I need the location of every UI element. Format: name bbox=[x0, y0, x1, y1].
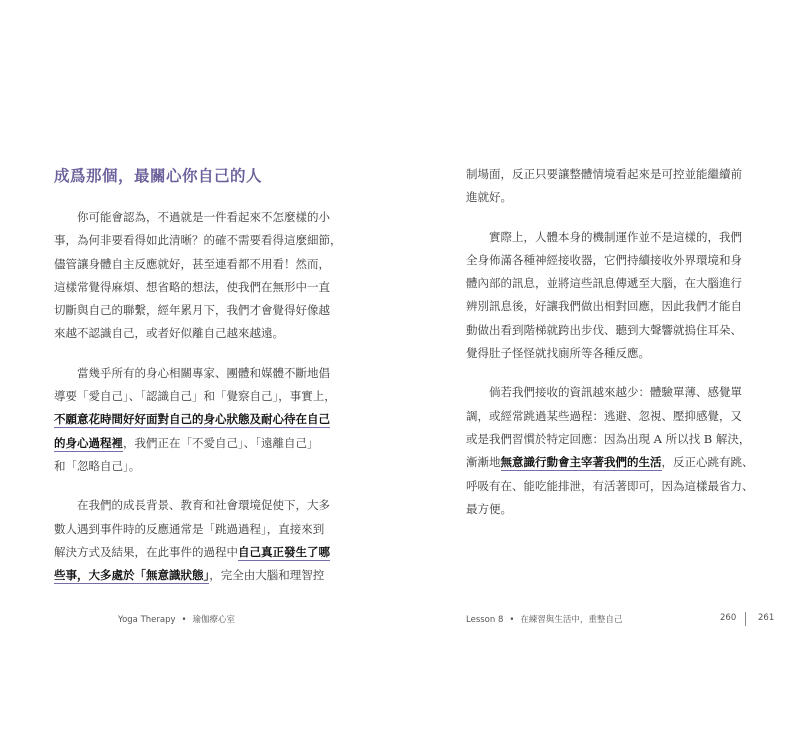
text-run: 漸漸地 bbox=[466, 455, 501, 470]
text-line bbox=[54, 564, 346, 587]
text-run: ，我們正在「不愛自己」、「遠離自己」 bbox=[123, 435, 319, 450]
text-line: 數人遇到事件時的反應通常是「跳過過程」，直接來到 bbox=[54, 521, 325, 536]
footer-book-subtitle: 瑜伽療心室 bbox=[192, 615, 236, 625]
text-line: 儘管讓身體自主反應就好，甚至連看都不用看！然而， bbox=[54, 256, 330, 271]
text-line: 切斷與自己的聯繫，經年累月下，我們才會覺得好像越 bbox=[54, 303, 330, 318]
text-line: 最方便。 bbox=[466, 501, 512, 516]
section-title: 成爲那個，最關心你自己的人 bbox=[54, 166, 263, 185]
text-line: 和「忽略自己」。 bbox=[54, 458, 141, 473]
left-running-footer bbox=[118, 613, 235, 625]
text-line: 動做出看到階梯就跨出步伐、聽到大聲響就摀住耳朵、 bbox=[466, 322, 742, 337]
right-paragraph-3 bbox=[466, 381, 766, 521]
footer-separator: • bbox=[509, 615, 515, 625]
text-line: 辨別訊息後，好讓我們做出相對回應，因此我們才能自 bbox=[466, 299, 742, 314]
text-line: 進就好。 bbox=[466, 190, 512, 205]
page-number-left: 260 bbox=[720, 613, 737, 623]
text-line: 事，為何非要看得如此清晰？的確不需要看得這麼細節， bbox=[54, 233, 342, 248]
text-line: 在我們的成長背景、教育和社會環境促使下，大多 bbox=[77, 498, 330, 513]
right-page bbox=[400, 0, 800, 744]
page-number-divider bbox=[745, 612, 746, 626]
text-run: ，完全由大腦和理智控 bbox=[209, 568, 325, 583]
right-paragraph-2 bbox=[466, 226, 766, 366]
text-line bbox=[54, 541, 346, 564]
left-paragraph-3 bbox=[54, 494, 346, 587]
text-line: 你可能會認為，不過就是一件看起來不怎麼樣的小 bbox=[77, 210, 330, 224]
footer-lesson-title: 在練習與生活中，重整自己 bbox=[520, 615, 623, 625]
emphasis-text: 些事，大多處於「無意識狀態」 bbox=[54, 568, 210, 583]
text-line bbox=[54, 408, 346, 431]
footer-separator: • bbox=[181, 615, 187, 625]
text-line: 體內部的訊息，並將這些訊息傳遞至大腦，在大腦進行 bbox=[466, 276, 742, 291]
text-line: 或是我們習慣於特定回應：因為出現 A 所以找 B 解決， bbox=[466, 431, 751, 446]
text-line: 實際上，人體本身的機制運作並不是這樣的，我們 bbox=[489, 229, 742, 244]
text-line: 全身佈滿各種神經接收器，它們持續接收外界環境和身 bbox=[466, 252, 742, 267]
emphasis-text: 無意識行動會主宰著我們的生活 bbox=[500, 455, 662, 470]
text-line: 來越不認識自己，或者好似離自己越來越遠。 bbox=[54, 326, 284, 341]
text-run: ，反正心跳有跳、 bbox=[661, 455, 754, 470]
text-line: 覺得肚子怪怪就找廁所等各種反應。 bbox=[466, 346, 650, 361]
right-running-footer bbox=[466, 613, 622, 625]
text-line: 導要「愛自己」、「認識自己」和「覺察自己」，事實上， bbox=[54, 389, 336, 404]
left-paragraph-2 bbox=[54, 362, 346, 478]
text-line: 倘若我們接收的資訊越來越少：體驗單薄、感覺單 bbox=[489, 385, 742, 400]
right-paragraph-1 bbox=[466, 163, 766, 210]
left-paragraph-1 bbox=[54, 206, 346, 346]
text-run: 解決方式及結果，在此事件的過程中 bbox=[54, 544, 238, 559]
text-line bbox=[466, 451, 766, 474]
page-number-right: 261 bbox=[758, 613, 775, 623]
right-body-column bbox=[466, 163, 766, 537]
text-line: 這樣常覺得麻煩、想省略的想法，使我們在無形中一直 bbox=[54, 279, 330, 294]
text-line: 制場面，反正只要讓整體情境看起來是可控並能繼續前 bbox=[466, 167, 742, 181]
emphasis-text: 不願意花時間好好面對自己的身心狀態及耐心待在自己 bbox=[54, 412, 330, 427]
text-line: 當幾乎所有的身心相關專家、團體和媒體不斷地倡 bbox=[77, 365, 330, 380]
emphasis-text: 的身心過程裡 bbox=[54, 435, 123, 450]
text-line: 調，或經常跳過某些過程：逃避、忽視、壓抑感覺，又 bbox=[466, 408, 742, 423]
footer-book-title: Yoga Therapy bbox=[118, 615, 176, 625]
left-body-column bbox=[54, 206, 346, 603]
emphasis-text: 自己真正發生了哪 bbox=[238, 544, 330, 559]
text-line bbox=[54, 432, 346, 455]
footer-lesson-label: Lesson 8 bbox=[466, 615, 504, 625]
text-line: 呼吸有在、能吃能排泄，有活著即可，因為這樣最省力、 bbox=[466, 478, 754, 493]
